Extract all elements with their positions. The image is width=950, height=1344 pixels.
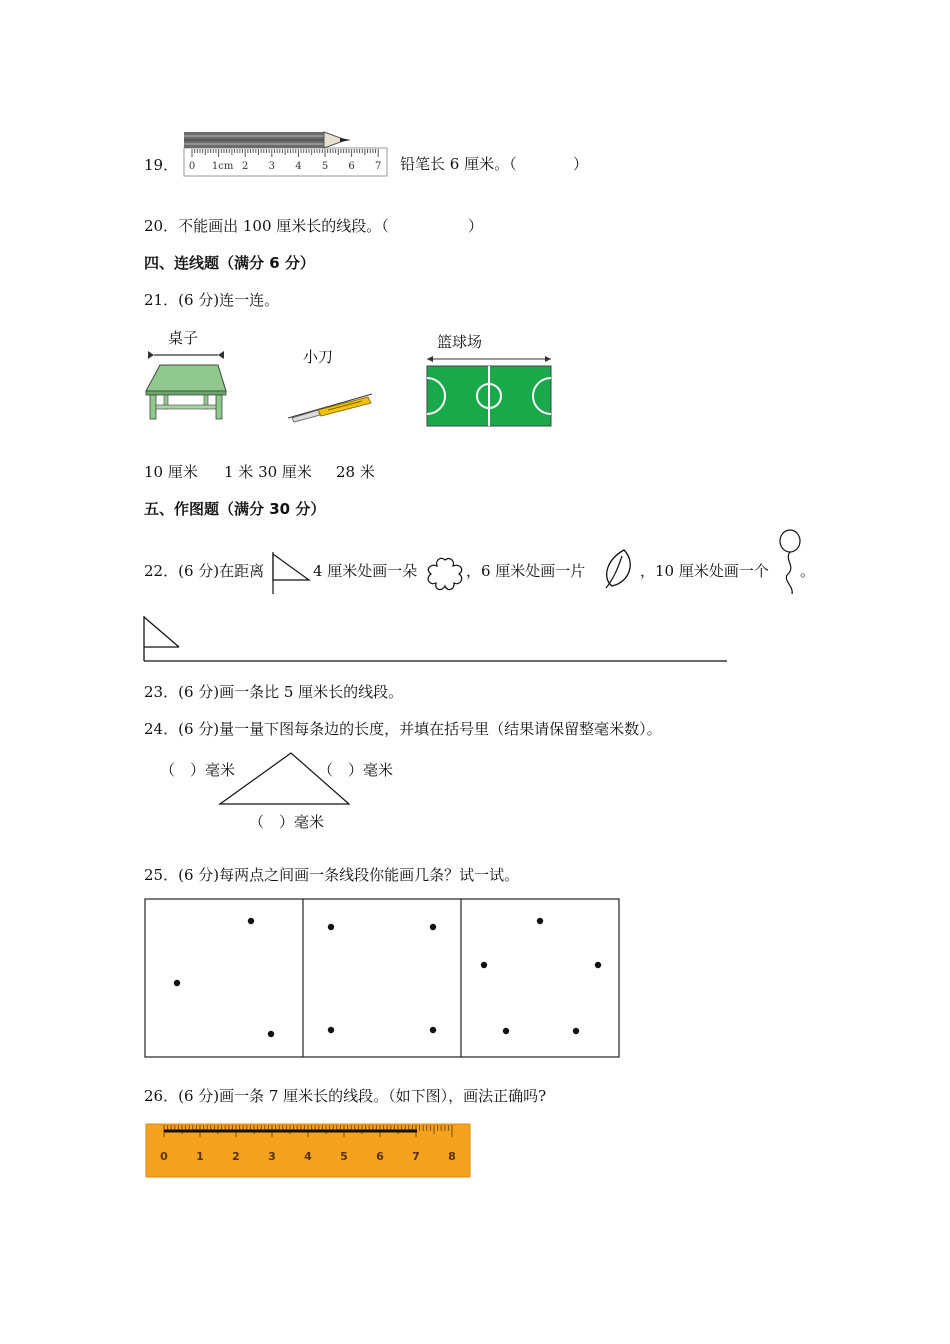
ruler-tick-label: 6 (348, 161, 355, 172)
table-figure (142, 347, 232, 422)
ruler-tick-label: 5 (321, 161, 329, 172)
q19-statement: 铅笔长 6 厘米。（ (400, 155, 517, 173)
q24-right-label: （ ）毫米 (318, 761, 394, 779)
ruler-tick-label: 0 (188, 161, 196, 172)
knife-label: 小刀 (303, 348, 334, 366)
q24-triangle (218, 751, 354, 808)
ruler-tick-label: 1cm (211, 161, 234, 172)
ruler-number: 0 (160, 1150, 168, 1163)
court-label: 篮球场 (437, 333, 483, 351)
q22-part1: 22．(6 分)在距离 (144, 562, 265, 580)
q19-number: 19． (144, 156, 179, 174)
ruler-number: 7 (412, 1150, 420, 1163)
ruler-tick-label: 7 (375, 161, 382, 172)
ruler-tick-label: 4 (295, 161, 302, 172)
q21-statement: 21．(6 分)连一连。 (144, 291, 280, 309)
q22-drawing-line (142, 614, 730, 664)
ruler-number: 1 (196, 1150, 204, 1163)
table-label: 桌子 (168, 329, 199, 347)
q20-close-paren: ） (468, 217, 484, 235)
q22-part2: 4 厘米处画一朵 (313, 562, 418, 580)
section-4-heading: 四、连线题（满分 6 分） (144, 254, 315, 272)
triangle-icon (271, 550, 313, 596)
basketball-court-figure (424, 352, 554, 430)
pencil-ruler-figure (184, 128, 389, 178)
ruler-number: 6 (376, 1150, 384, 1163)
q25-statement: 25．(6 分)每两点之间画一条线段你能画几条？试一试。 (144, 866, 520, 884)
ruler-number: 4 (304, 1150, 312, 1163)
option-1m30cm: 1 米 30 厘米 (224, 463, 312, 481)
q22-end: 。 (800, 562, 816, 580)
ruler-number: 3 (268, 1150, 276, 1163)
q24-bottom-label: （ ）毫米 (249, 813, 325, 831)
ruler-number: 2 (232, 1150, 240, 1163)
q22-part4: ，10 厘米处画一个 (640, 562, 769, 580)
ruler-tick-label: 2 (242, 161, 249, 172)
q20-statement: 20．不能画出 100 厘米长的线段。（ (144, 217, 389, 235)
q26-orange-ruler (145, 1123, 473, 1179)
flower-icon (425, 556, 465, 592)
section-5-heading: 五、作图题（满分 30 分） (144, 500, 326, 518)
option-28m: 28 米 (336, 463, 375, 481)
q25-dot-boxes (144, 898, 622, 1060)
q26-statement: 26．(6 分)画一条 7 厘米长的线段。（如下图），画法正确吗? (144, 1087, 547, 1105)
ruler-number: 8 (448, 1150, 456, 1163)
q23-statement: 23．(6 分)画一条比 5 厘米长的线段。 (144, 683, 404, 701)
leaf-icon (600, 548, 634, 590)
knife-figure (284, 390, 379, 425)
ruler-tick-label: 3 (268, 161, 275, 172)
q24-statement: 24．(6 分)量一量下图每条边的长度，并填在括号里（结果请保留整毫米数）。 (144, 720, 662, 738)
q22-part3: ，6 厘米处画一片 (466, 562, 586, 580)
q19-close-paren: ） (573, 155, 589, 173)
option-10cm: 10 厘米 (144, 463, 198, 481)
q24-left-label: （ ）毫米 (160, 761, 236, 779)
ruler-number: 5 (340, 1150, 348, 1163)
